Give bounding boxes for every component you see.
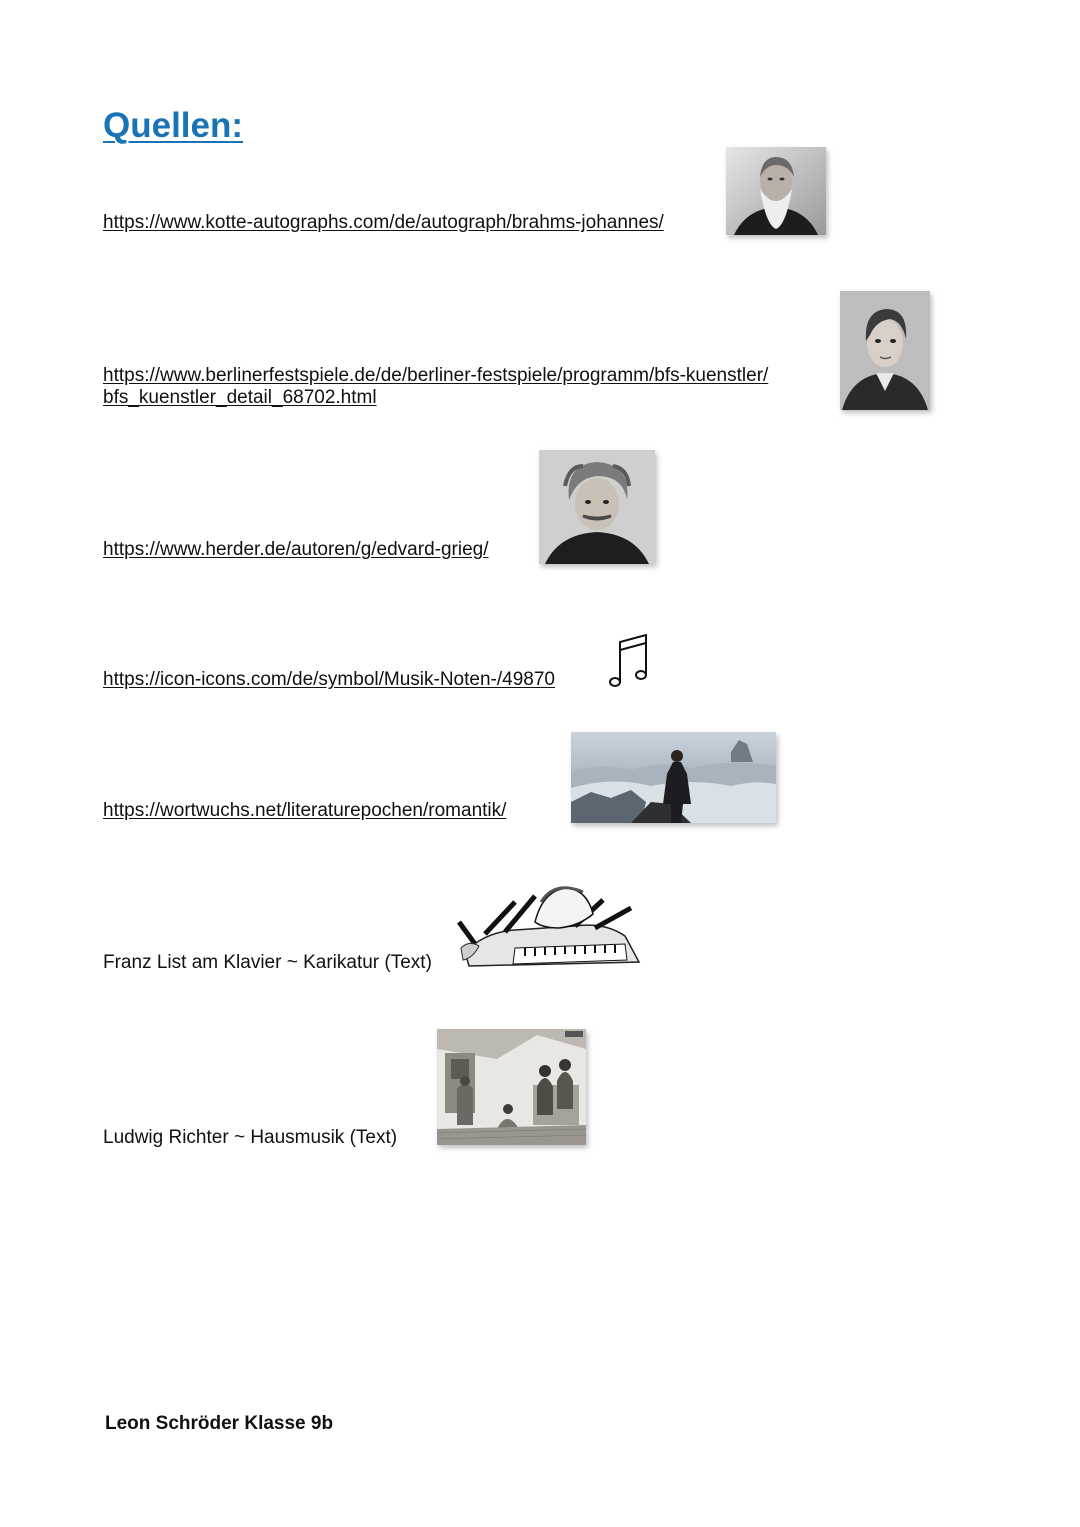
grieg-portrait-image [539,450,655,564]
page-title: Quellen: [103,106,244,145]
source-link-romantik[interactable]: https://wortwuchs.net/literaturepochen/romantik/ [103,800,507,821]
portrait-icon [840,291,930,410]
source-link-chopin-line2[interactable]: bfs_kuenstler_detail_68702.html [103,387,377,408]
portrait-icon [726,147,826,235]
source-text-liszt: Franz List am Klavier ~ Karikatur (Text) [103,952,432,973]
wanderer-painting-image [571,732,776,823]
portrait-icon [539,450,655,564]
brahms-portrait-image [726,147,826,235]
hausmusik-engraving-image [437,1029,586,1145]
footer-author: Leon Schröder Klasse 9b [105,1413,334,1434]
source-text-richter: Ludwig Richter ~ Hausmusik (Text) [103,1127,398,1148]
source-link-chopin-line1[interactable]: https://www.berlinerfestspiele.de/de/berliner-festspiele/programm/bfs-kuenstler/ [103,365,769,386]
music-notes-image [608,632,650,690]
liszt-caricature-image [455,882,653,976]
source-link-grieg[interactable]: https://www.herder.de/autoren/g/edvard-grieg/ [103,539,489,560]
music-notes-icon [608,632,650,690]
chopin-portrait-image [840,291,930,410]
source-link-brahms[interactable]: https://www.kotte-autographs.com/de/autograph/brahms-johannes/ [103,212,664,233]
wanderer-painting-icon [571,732,776,823]
source-link-chopin[interactable] [103,365,768,409]
source-link-notes[interactable]: https://icon-icons.com/de/symbol/Musik-Noten-/49870 [103,669,555,690]
engraving-icon [437,1029,586,1145]
caricature-icon [455,882,653,976]
